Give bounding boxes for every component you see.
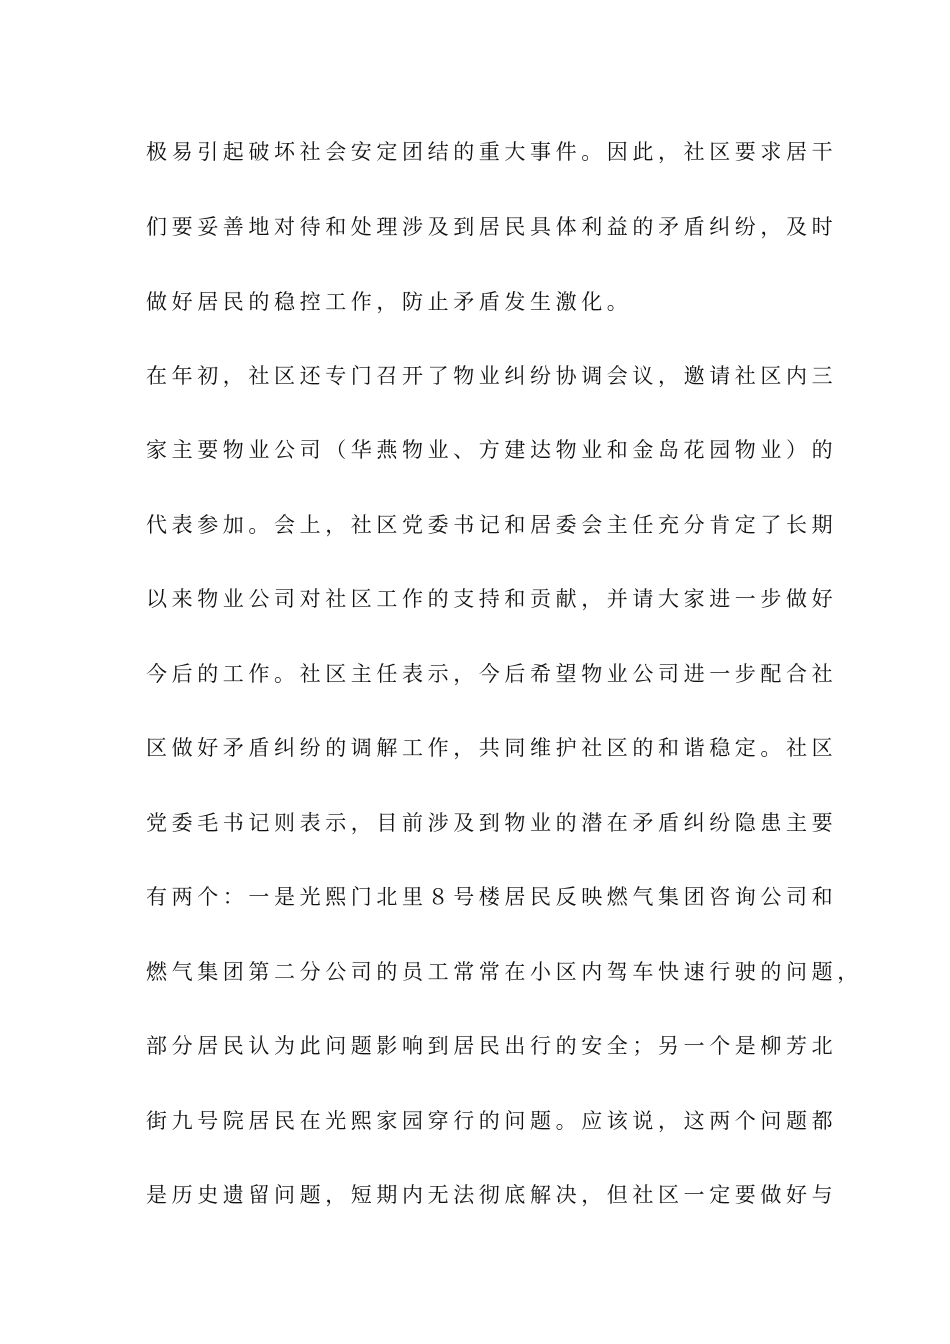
text-line-7: 以来物业公司对社区工作的支持和贡献，并请大家进一步做好	[146, 587, 838, 611]
text-line-13: 部分居民认为此问题影响到居民出行的安全；另一个是柳芳北	[146, 1034, 838, 1058]
text-line-14: 街九号院居民在光熙家园穿行的问题。应该说，这两个问题都	[146, 1109, 838, 1133]
text-line-8: 今后的工作。社区主任表示，今后希望物业公司进一步配合社	[146, 662, 838, 686]
text-line-3: 做好居民的稳控工作，防止矛盾发生激化。	[146, 290, 633, 314]
text-line-11: 有两个：一是光熙门北里８号楼居民反映燃气集团咨询公司和	[146, 885, 838, 909]
text-line-4: 在年初，社区还专门召开了物业纠纷协调会议，邀请社区内三	[146, 364, 838, 388]
text-line-12: 燃气集团第二分公司的员工常常在小区内驾车快速行驶的问题，	[146, 960, 863, 984]
text-line-15: 是历史遗留问题，短期内无法彻底解决，但社区一定要做好与	[146, 1183, 838, 1207]
text-line-1: 极易引起破坏社会安定团结的重大事件。因此，社区要求居干	[146, 140, 838, 164]
text-line-5: 家主要物业公司（华燕物业、方建达物业和金岛花园物业）的	[146, 438, 838, 462]
text-line-2: 们要妥善地对待和处理涉及到居民具体利益的矛盾纠纷，及时	[146, 215, 838, 239]
text-line-10: 党委毛书记则表示，目前涉及到物业的潜在矛盾纠纷隐患主要	[146, 811, 838, 835]
text-line-6: 代表参加。会上，社区党委书记和居委会主任充分肯定了长期	[146, 513, 838, 537]
text-line-9: 区做好矛盾纠纷的调解工作，共同维护社区的和谐稳定。社区	[146, 736, 838, 760]
